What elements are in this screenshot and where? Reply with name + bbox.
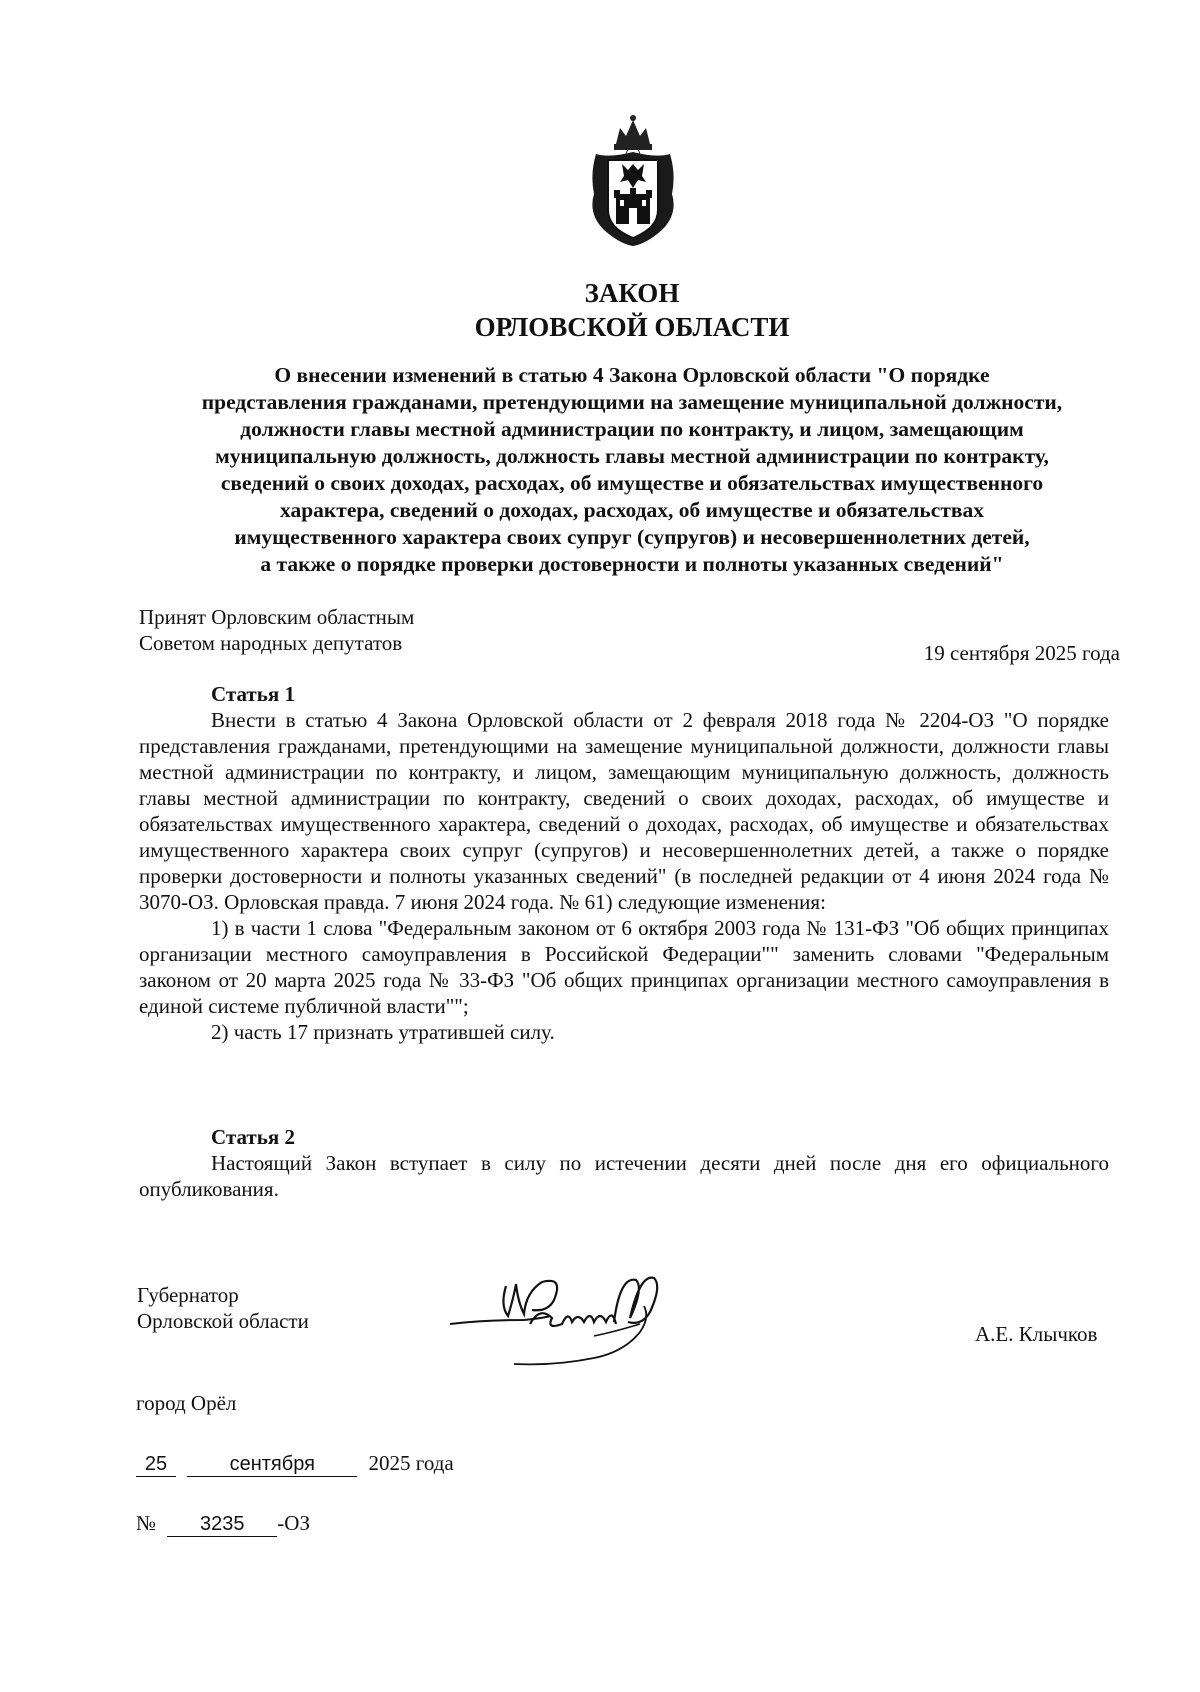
law-title-line: сведений о своих доходах, расходах, об имуществе и обязательствах имущественного bbox=[220, 471, 1044, 495]
law-title-line: О внесении изменений в статью 4 Закона Орловской области "О порядке bbox=[274, 363, 990, 387]
article-1-heading: Статья 1 bbox=[211, 682, 295, 706]
coat-of-arms-emblem bbox=[586, 114, 680, 248]
article-1-item-1: 1) в части 1 слова "Федеральным законом от 6 октября 2003 года № 131-ФЗ "Об общих принципах организации местного самоуправления в Российской Федерации"" заменить словами "Федеральным законом от 20 марта 2025 года № 33-ФЗ "Об общих принципах организации местного самоуправления в единой системе публичной власти""; bbox=[139, 916, 1109, 1018]
law-title-line: характера, сведений о доходах, расходах, об имуществе и обязательствах bbox=[280, 498, 984, 522]
law-title bbox=[132, 362, 1132, 578]
signatory-position-line-2: Орловской области bbox=[137, 1309, 309, 1333]
law-title-line: муниципальную должность, должность главы местной администрации по контракту, bbox=[215, 444, 1049, 468]
article-1-item-2: 2) часть 17 признать утратившей силу. bbox=[211, 1020, 555, 1044]
law-number-prefix: № bbox=[136, 1511, 157, 1535]
place-of-signing: город Орёл bbox=[136, 1391, 237, 1415]
article-2-text: Настоящий Закон вступает в силу по истечении десяти дней после дня его официального опубликования. bbox=[139, 1151, 1109, 1201]
document-heading-law: ЗАКОН bbox=[584, 278, 680, 308]
law-number bbox=[136, 1510, 310, 1537]
article-1 bbox=[139, 681, 1109, 1045]
document-heading-region: ОРЛОВСКОЙ ОБЛАСТИ bbox=[474, 312, 790, 342]
adoption-line-2: Советом народных депутатов bbox=[139, 631, 403, 655]
signatory-name: А.Е. Клычков bbox=[975, 1322, 1098, 1346]
signing-date-year: 2025 года bbox=[368, 1451, 454, 1475]
adoption-line-1: Принят Орловским областным bbox=[139, 605, 415, 629]
adoption-date: 19 сентября 2025 года bbox=[923, 641, 1120, 665]
law-title-line: представления гражданами, претендующими на замещение муниципальной должности, bbox=[201, 390, 1063, 414]
article-2-heading: Статья 2 bbox=[211, 1125, 295, 1149]
signatory-position-line-1: Губернатор bbox=[137, 1283, 239, 1307]
law-number-value: 3235 bbox=[167, 1512, 277, 1537]
article-2 bbox=[139, 1124, 1109, 1202]
signing-date-day: 25 bbox=[136, 1452, 176, 1477]
law-title-line: а также о порядке проверки достоверности и полноты указанных сведений" bbox=[260, 552, 1004, 576]
signing-date bbox=[136, 1450, 454, 1477]
law-title-line: имущественного характера своих супруг (супругов) и несовершеннолетних детей, bbox=[234, 525, 1030, 549]
handwritten-signature bbox=[444, 1266, 699, 1386]
article-1-intro: Внести в статью 4 Закона Орловской области от 2 февраля 2018 года № 2204-ОЗ "О порядке представления гражданами, претендующими на замещение муниципальной должности, должности главы местной администрации по контракту, и лицом, замещающим муниципальную должность, должность главы местной администрации по контракту, сведений о своих доходах, расходах, об имуществе и обязательствах имущественного характера, сведений о доходах, расходах, об имуществе и обязательствах имущественного характера своих супруг (супругов) и несовершеннолетних детей, а также о порядке проверки достоверности и полноты указанных сведений" (в последней редакции от 4 июня 2024 года № 3070-ОЗ. Орловская правда. 7 июня 2024 года. № 61) следующие изменения: bbox=[139, 708, 1109, 914]
law-title-line: должности главы местной администрации по контракту, и лицом, замещающим bbox=[240, 417, 1024, 441]
law-number-suffix: -ОЗ bbox=[277, 1511, 310, 1535]
signing-date-month: сентября bbox=[187, 1452, 357, 1477]
